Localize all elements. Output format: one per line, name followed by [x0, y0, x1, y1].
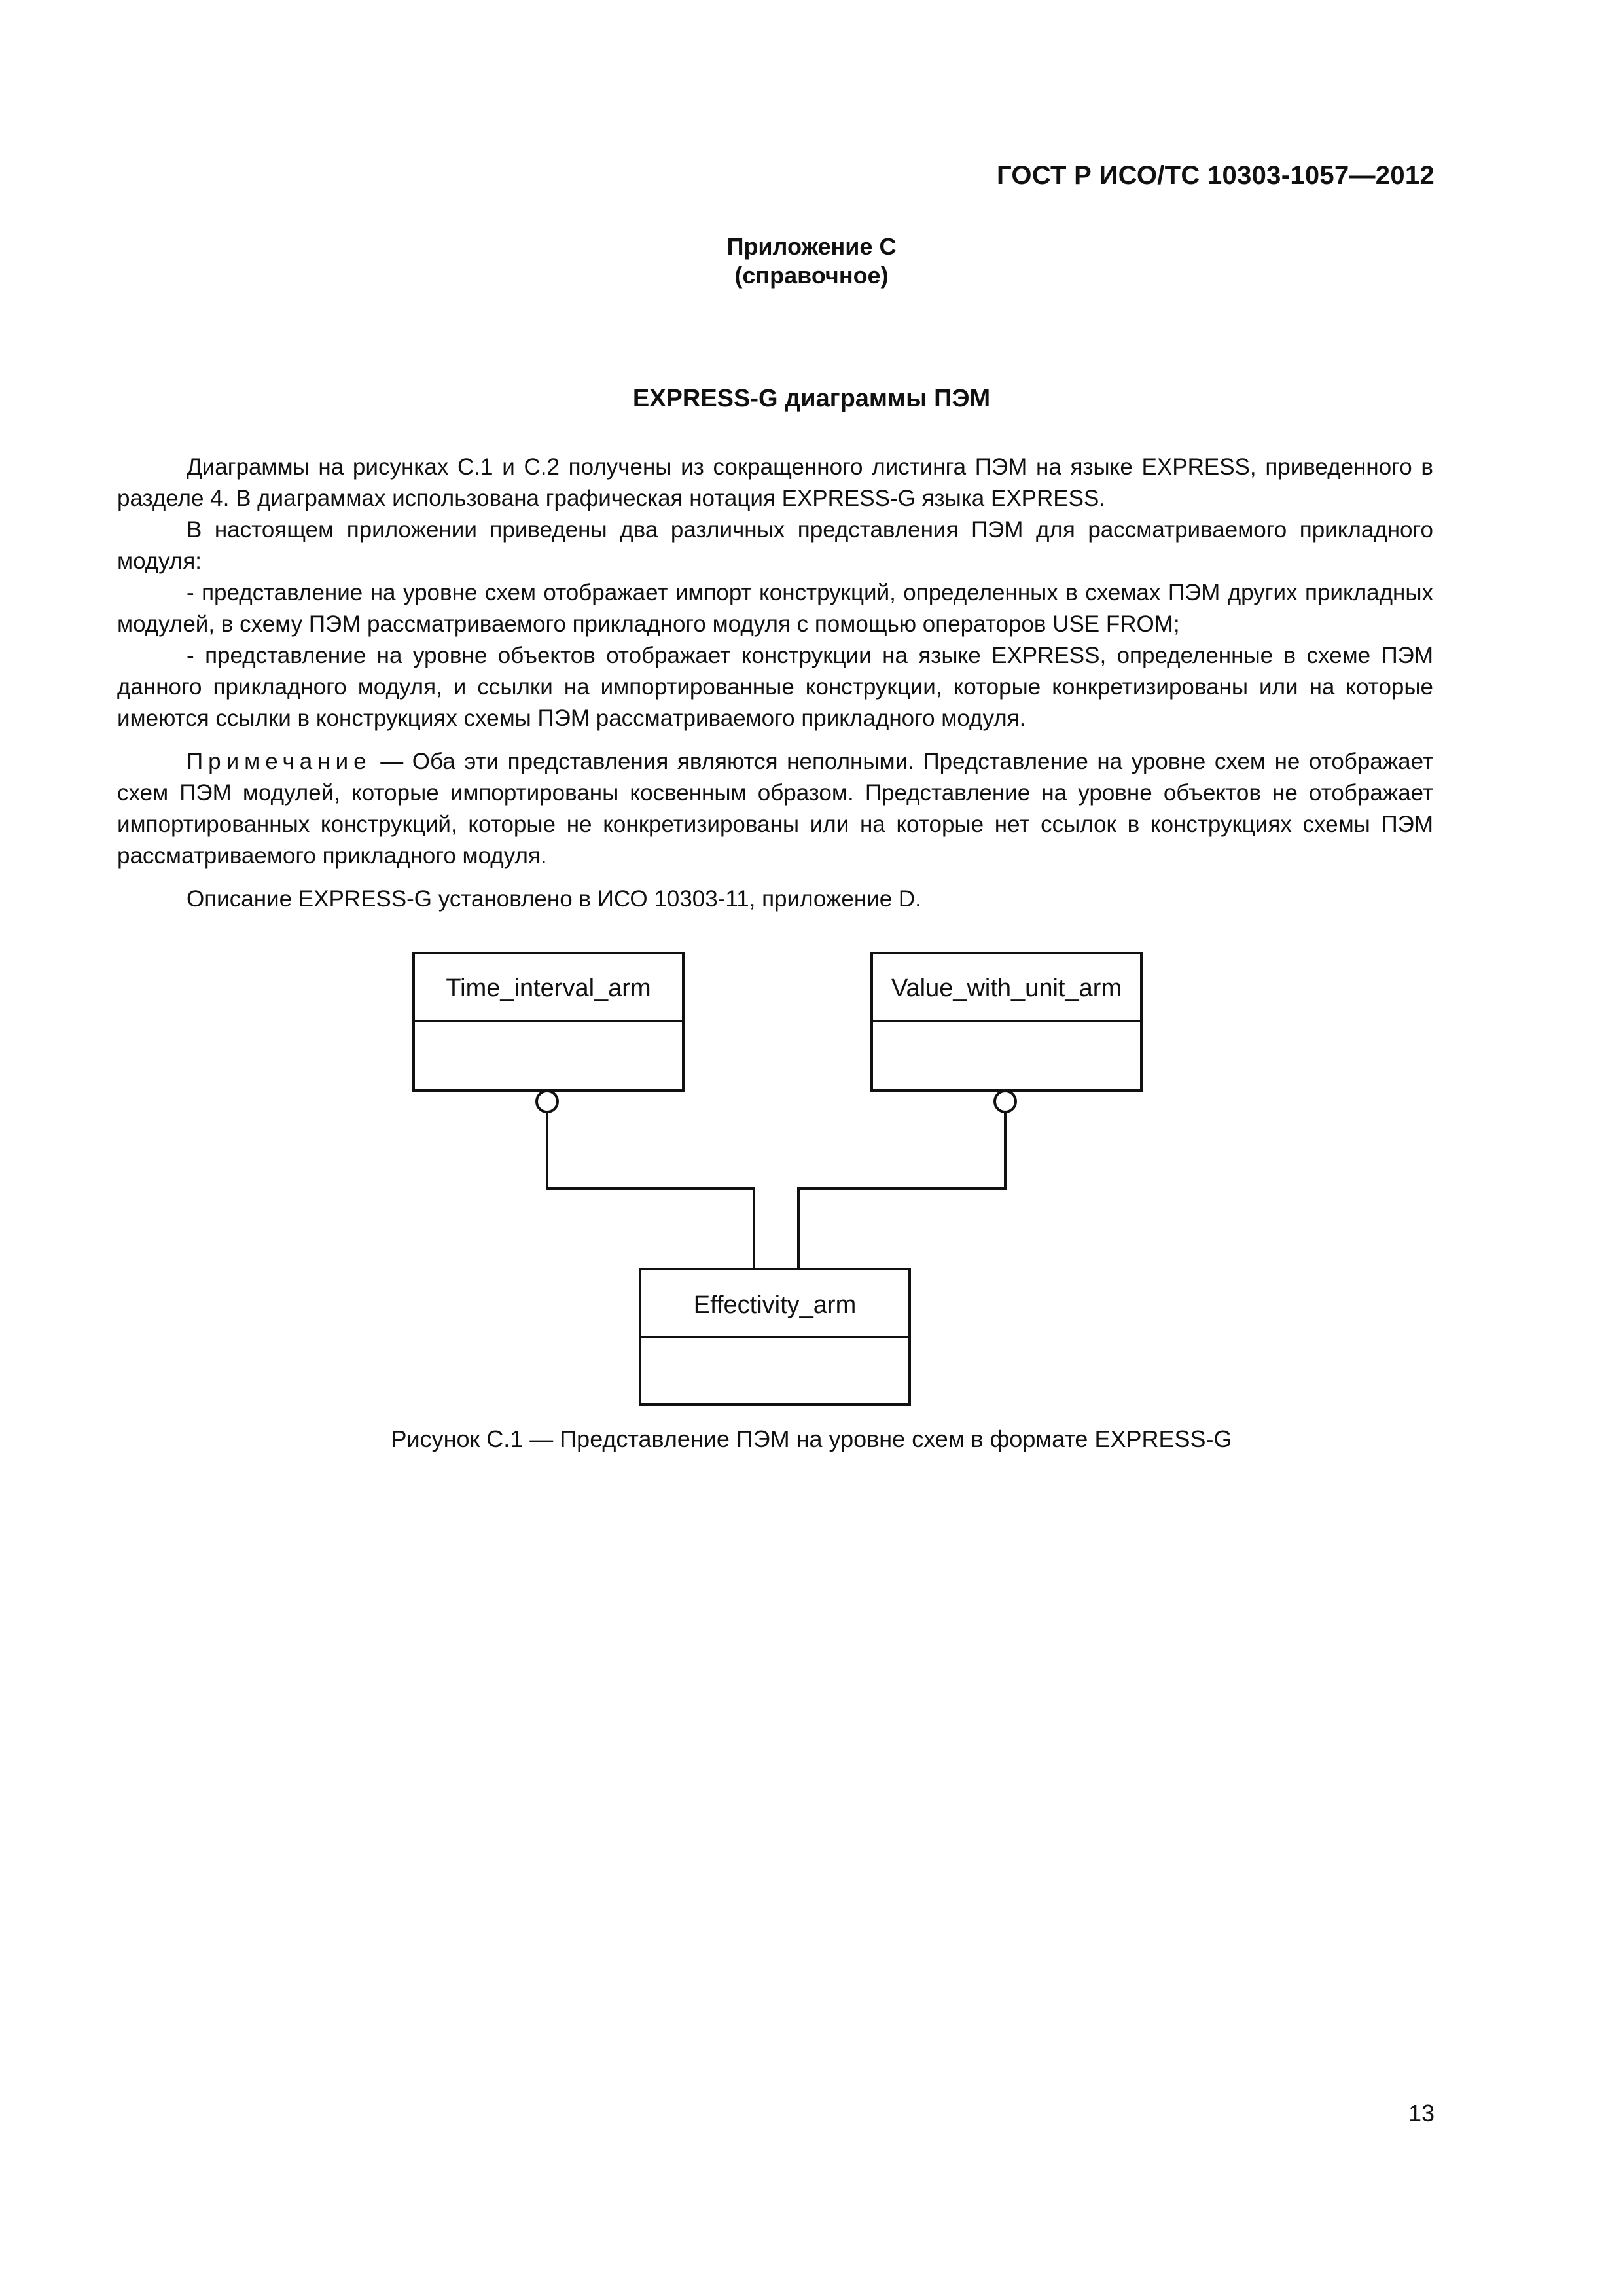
paragraph-5: Описание EXPRESS-G установлено в ИСО 10303-11, приложение D. [187, 886, 921, 912]
section-heading: EXPRESS-G диаграммы ПЭМ [632, 385, 991, 412]
note-label: Примечание [187, 749, 372, 774]
relationship-circle-right [995, 1091, 1016, 1112]
connector-right [798, 1112, 1005, 1269]
note-text: — Оба эти представления являются неполными. Представление на уровне схем не отображает схем ПЭМ модулей, которые импортированы косвенным образом. Представление на уровне объектов не отображает импортированных конструкций, которые не конкретизированы или на которые нет ссылок в конструкциях схемы ПЭМ рассматриваемого прикладного модуля. [117, 749, 1433, 869]
body-text [117, 452, 1433, 915]
relationship-circle-left [537, 1091, 558, 1112]
appendix-title: Приложение С [726, 233, 897, 260]
paragraph-1: Диаграммы на рисунках С.1 и С.2 получены из сокращенного листинга ПЭМ на языке EXPRESS, приведенного в разделе 4. В диаграммах использована графическая нотация EXPRESS-G языка EXPRESS. [117, 454, 1433, 511]
note-paragraph [117, 746, 1433, 872]
paragraph-4: - представление на уровне объектов отображает конструкции на языке EXPRESS, определенные в схеме ПЭМ данного прикладного модуля, и ссылки на импортированные конструкции, которые конкретизированы или на которые имеются ссылки в конструкциях схемы ПЭМ рассматриваемого прикладного модуля. [117, 643, 1433, 731]
effectivity-label: Effectivity_arm [693, 1291, 857, 1319]
time-interval-label: Time_interval_arm [446, 975, 651, 1002]
paragraph-3: - представление на уровне схем отображает импорт конструкций, определенных в схемах ПЭМ других прикладных модулей, в схему ПЭМ рассматриваемого прикладного модуля с помощью операторов USE FROM; [117, 580, 1433, 637]
express-g-diagram [393, 936, 1152, 1407]
page-number: 13 [1408, 2100, 1435, 2126]
connector-left [547, 1112, 754, 1269]
value-with-unit-label: Value_with_unit_arm [891, 975, 1122, 1002]
paragraph-2: В настоящем приложении приведены два различных представления ПЭМ для рассматриваемого прикладного модуля: [117, 517, 1433, 574]
figure-caption: Рисунок С.1 — Представление ПЭМ на уровне схем в формате EXPRESS-G [391, 1426, 1232, 1452]
appendix-subtitle: (справочное) [734, 262, 889, 289]
document-code: ГОСТ Р ИСО/ТС 10303-1057—2012 [996, 161, 1435, 190]
